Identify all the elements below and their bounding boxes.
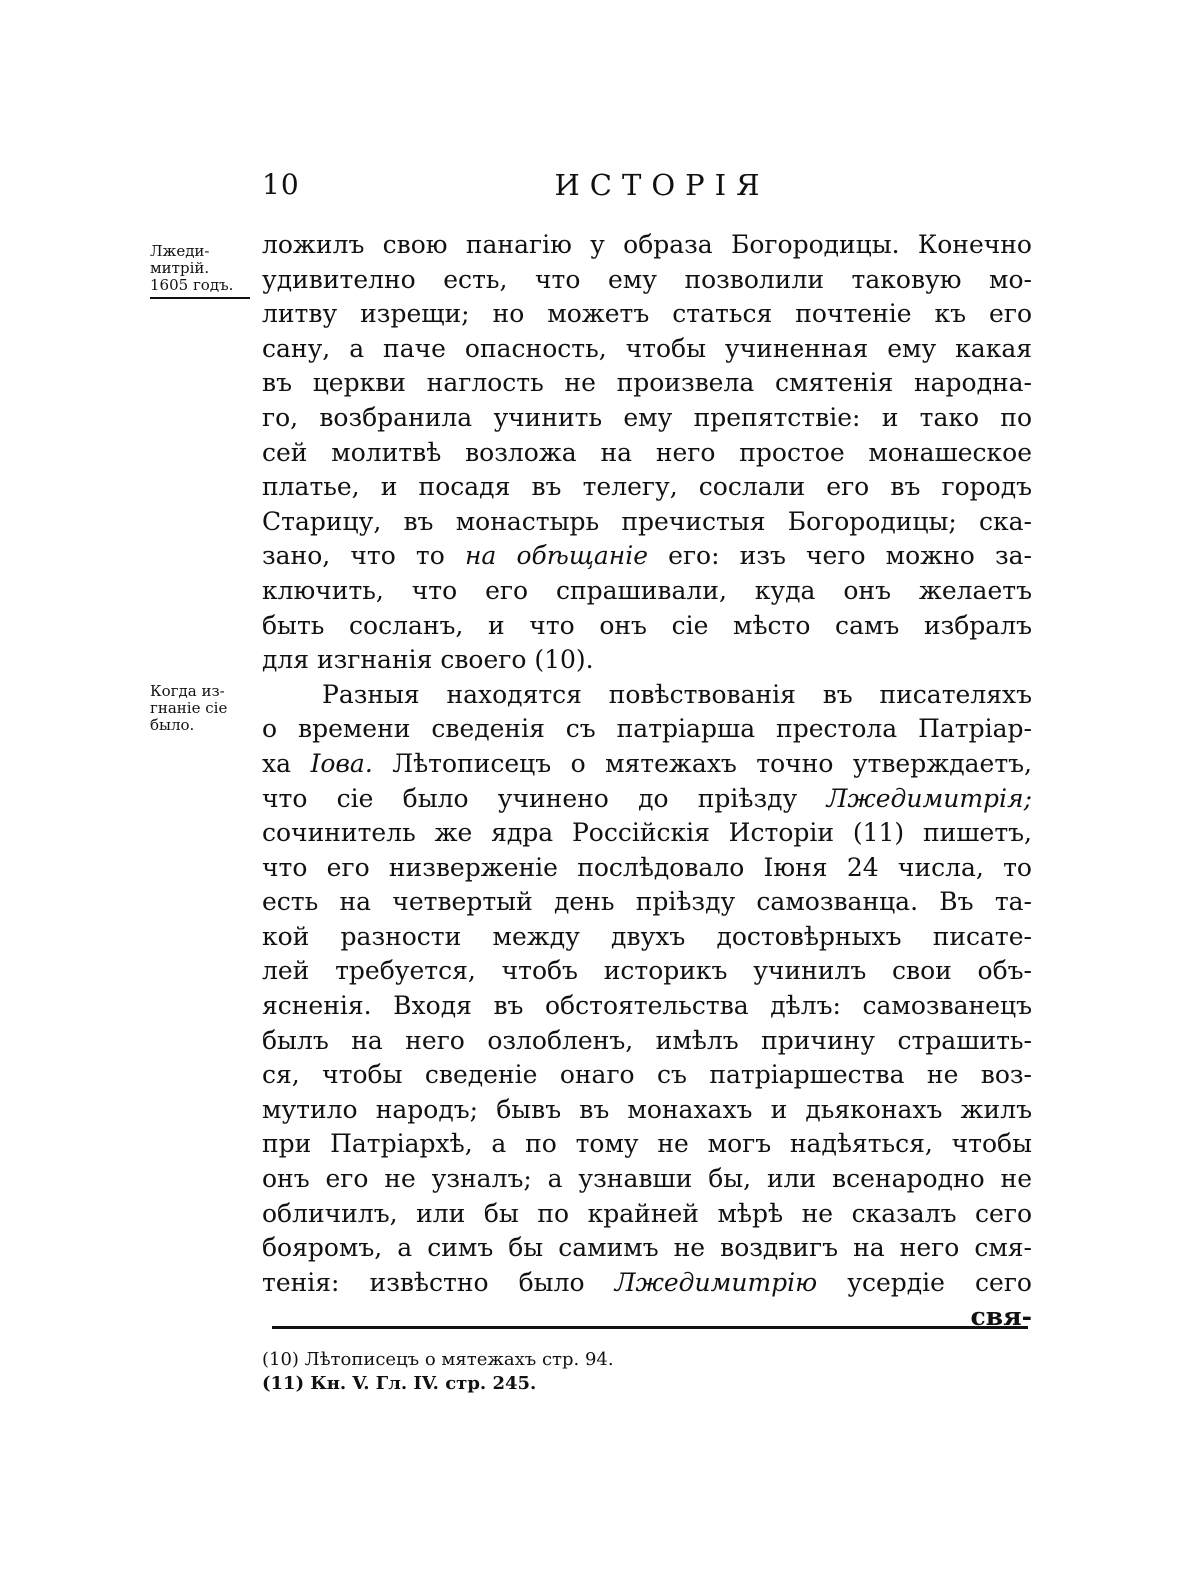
- text-line: ясненія. Входя въ обстоятельства дѣлъ: самозванецъ: [262, 991, 1032, 1021]
- text-line: лей требуется, чтобъ историкъ учинилъ свои объ-: [262, 956, 1032, 986]
- text-line: о времени сведенія съ патріарша престола Патріар-: [262, 714, 1032, 744]
- page-header: [262, 168, 1032, 208]
- running-title: ИСТОРІЯ: [554, 168, 770, 202]
- catchword: свя-: [970, 1302, 1032, 1332]
- text-line: го, возбранила учинить ему препятствіе: и тако по: [262, 402, 1032, 432]
- italic-phrase: на обѣщаніе: [464, 541, 649, 571]
- text-line: обличилъ, или бы по крайней мѣрѣ не сказалъ сего: [262, 1198, 1032, 1228]
- margin-note-line: было.: [150, 716, 195, 734]
- text-line: Разныя находятся повѣствованія въ писателяхъ: [322, 679, 1032, 709]
- text-line: кой разности между двухъ достовѣрныхъ писате-: [262, 921, 1032, 951]
- text-line: ся, чтобы сведеніе онаго съ патріаршества не воз-: [262, 1060, 1032, 1090]
- footnotes: [262, 1348, 614, 1396]
- text-line: что его низверженіе послѣдовало Іюня 24 числа, то: [262, 852, 1032, 882]
- text-line: Старицу, въ монастырь пречистыя Богородицы; ска-: [262, 506, 1032, 536]
- italic-name: Лжедимитрія;: [826, 783, 1032, 813]
- text-line: сей молитвѣ возложа на него простое монашеское: [262, 437, 1032, 467]
- text-line: платье, и посадя въ телегу, сослали его въ городъ: [262, 472, 1032, 502]
- text-line: ключить, что его спрашивали, куда онъ желаетъ: [262, 575, 1032, 605]
- text-line: ха Іова. Лѣтописецъ о мятежахъ точно утверждаетъ,: [262, 748, 1033, 778]
- margin-note-line: митрій.: [150, 259, 210, 277]
- text-line: тенія: извѣстно было Лжедимитрію усердіе сего: [262, 1267, 1032, 1297]
- text-line: при Патріархѣ, а по тому не могъ надѣяться, чтобы: [262, 1129, 1032, 1159]
- italic-name: Іова.: [310, 748, 373, 778]
- margin-note-line: Когда из-: [150, 682, 225, 700]
- text-line: есть на четвертый день пріѣзду самозванца. Въ та-: [262, 887, 1032, 917]
- text-line: сану, а паче опасность, чтобы учиненная ему какая: [262, 333, 1032, 363]
- margin-note-year: [150, 243, 260, 299]
- footnote: (10) Лѣтописецъ о мятежахъ стр. 94.: [262, 1349, 614, 1370]
- text-line: ложилъ свою панагію у образа Богородицы. Конечно: [262, 230, 1032, 259]
- text-line: быть сосланъ, и что онъ сіе мѣсто самъ избралъ: [262, 610, 1032, 640]
- text-line: былъ на него озлобленъ, имѣлъ причину страшить-: [262, 1025, 1032, 1055]
- italic-name: Лжедимитрію: [614, 1267, 818, 1297]
- footnote: (11) Кн. V. Гл. IV. стр. 245.: [262, 1373, 537, 1394]
- text-line: мутило народъ; бывъ въ монахахъ и дьяконахъ жилъ: [262, 1094, 1032, 1124]
- text-line: сочинитель же ядра Россійскія Исторіи (11) пишетъ,: [262, 818, 1032, 848]
- margin-note-underline: [150, 297, 250, 299]
- text-line: для изгнанія своего (10).: [262, 645, 594, 675]
- text-line: литву изрещи; но можетъ статься почтеніе къ его: [262, 299, 1032, 329]
- text-line: бояромъ, а симъ бы самимъ не воздвигъ на него смя-: [262, 1233, 1032, 1263]
- text-line: онъ его не узналъ; а узнавши бы, или всенародно не: [262, 1164, 1032, 1194]
- margin-note-exile: [150, 683, 260, 734]
- text-line: зано, что то на обѣщаніе его: изъ чего можно за-: [262, 541, 1032, 571]
- text-line: въ церкви наглость не произвела смятенія народна-: [262, 368, 1032, 398]
- text-line: удивително есть, что ему позволили таковую мо-: [262, 264, 1032, 294]
- body-text: [262, 228, 1032, 1335]
- footnote-rule: [272, 1326, 1028, 1329]
- page-number: 10: [262, 168, 300, 201]
- margin-note-line: гнаніе сіе: [150, 699, 228, 717]
- margin-note-line: 1605 годъ.: [150, 276, 234, 294]
- text-line: что сіе было учинено до пріѣзду Лжедимитрія;: [262, 783, 1032, 813]
- margin-note-line: Лжеди-: [150, 242, 210, 260]
